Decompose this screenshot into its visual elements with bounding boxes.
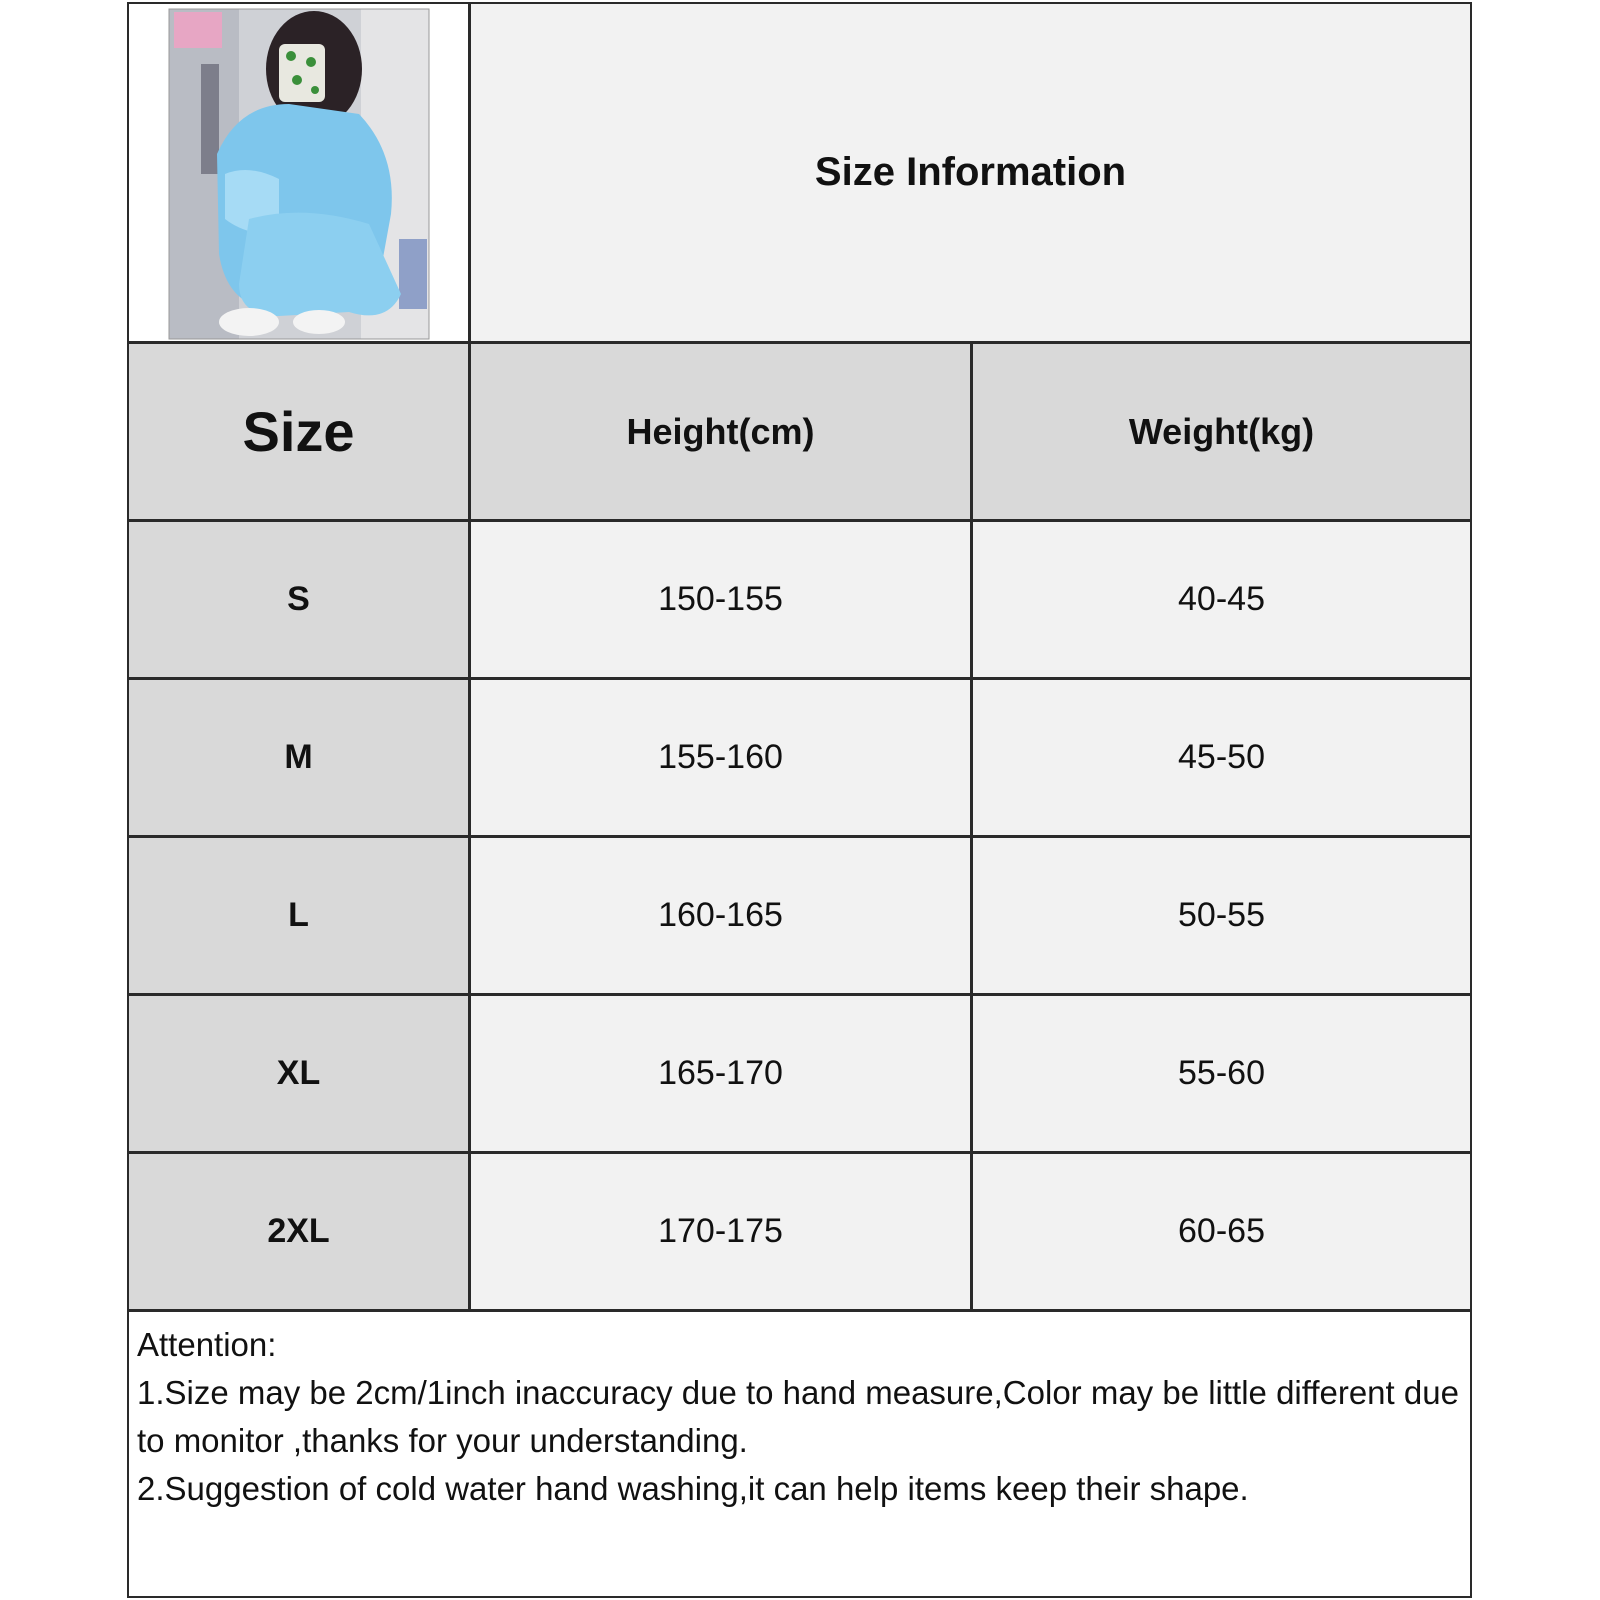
title-cell bbox=[471, 4, 1470, 341]
weight-cell: 55-60 bbox=[973, 996, 1470, 1151]
table-row bbox=[129, 1154, 1470, 1312]
header-weight: Weight(kg) bbox=[973, 344, 1470, 519]
attention-notes bbox=[129, 1317, 1470, 1517]
header-size: Size bbox=[129, 344, 471, 519]
header-height: Height(cm) bbox=[471, 344, 973, 519]
weight-cell: 50-55 bbox=[973, 838, 1470, 993]
model-photo-icon bbox=[129, 4, 471, 341]
photo-cell bbox=[129, 4, 471, 341]
weight-cell: 45-50 bbox=[973, 680, 1470, 835]
page-title: Size Information bbox=[814, 150, 1127, 194]
table-row bbox=[129, 996, 1470, 1154]
size-chart bbox=[127, 2, 1472, 1598]
table-row bbox=[129, 522, 1470, 680]
height-cell: 170-175 bbox=[471, 1154, 973, 1309]
size-table bbox=[129, 344, 1470, 1312]
height-cell: 160-165 bbox=[471, 838, 973, 993]
height-cell: 165-170 bbox=[471, 996, 973, 1151]
table-header-row bbox=[129, 344, 1470, 522]
weight-cell: 40-45 bbox=[973, 522, 1470, 677]
size-cell: S bbox=[129, 522, 471, 677]
weight-cell: 60-65 bbox=[973, 1154, 1470, 1309]
table-row bbox=[129, 680, 1470, 838]
height-cell: 150-155 bbox=[471, 522, 973, 677]
size-cell: XL bbox=[129, 996, 471, 1151]
size-cell: L bbox=[129, 838, 471, 993]
header-band bbox=[129, 4, 1470, 344]
notes-heading: Attention: bbox=[137, 1326, 277, 1363]
height-cell: 155-160 bbox=[471, 680, 973, 835]
size-cell: 2XL bbox=[129, 1154, 471, 1309]
note-line-2: 2.Suggestion of cold water hand washing,it can help items keep their shape. bbox=[137, 1470, 1249, 1507]
note-line-1: 1.Size may be 2cm/1inch inaccuracy due to hand measure,Color may be little different due to monitor ,thanks for your understanding. bbox=[137, 1374, 1459, 1459]
table-row bbox=[129, 838, 1470, 996]
size-cell: M bbox=[129, 680, 471, 835]
